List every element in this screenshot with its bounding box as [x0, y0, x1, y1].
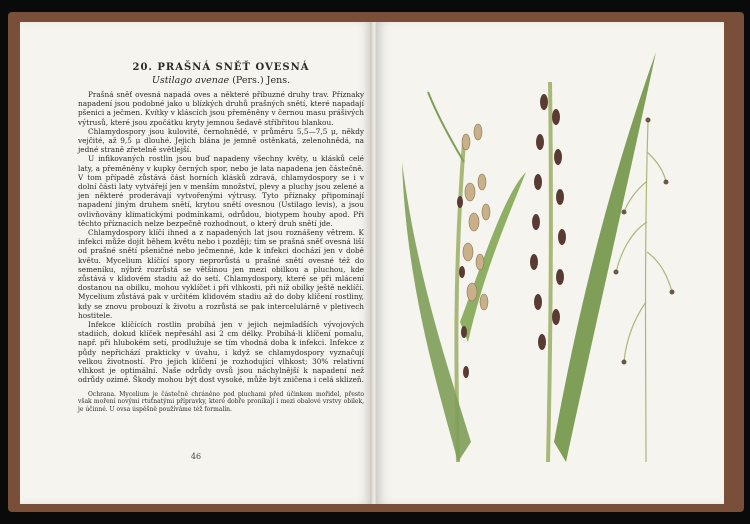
paragraph: Chlamydospory klíčí ihned a z napadených lat jsou roznášeny větrem. K infekci může dojít během květu nebo i později; tím se prašná sněť ovesná liší od prašné snětí pšeničné nebo ječmenné, kde k infekci dochází jen v době květu. Mycelium klíčící spory neprorůstá u prašné snětí ovesné též do semeníku, nýbrž rozrůstá se většinou jen mezi obilkou a pluchou, kde zůstává v klidovém stadiu až do setí. Chlamydospory, které se při mlácení dostanou na obilku, mohou vyklíčet i při vlhkosti, při níž obilky ještě neklíčí. Mycelium zůstává pak v určitém klidovém stadiu až do doby klíčení rostliny, kdy se znovu probouzí k životu a rozrůstá se pak intercelulárně v pletivech hostitele. [78, 228, 364, 320]
paragraph: Prašná sněť ovesná napadá oves a některé příbuzné druhy trav. Příznaky napadení jsou podobné jako u blízkých druhů prašných snětí, které napadají pšenici a ječmen. Kvítky v kláscích jsou přeměněny v černou masu prášivých výtrusů, které jsou zpočátku kryty jemnou šedavě stříbřitou blankou. [78, 90, 364, 127]
chapter-title: 20. PRAŠNÁ SNĚŤ OVESNÁ [132, 62, 310, 73]
protection-note: Ochrana. Mycelium je částečně chráněno pod pluchami před účinkem mořidel, přesto však moření novými rtuťnatými přípravky, které dobře pronikají i mezi obalové vrstvy obilek, je účinné. U ovsa úspěšně používáme též formalín. [78, 390, 364, 413]
botanical-illustration [376, 22, 724, 504]
oat-plant-left [402, 92, 526, 462]
latin-species: Ustilago avenae [151, 75, 230, 86]
page-number: 46 [190, 452, 202, 461]
left-page [20, 22, 372, 504]
text-column [78, 62, 364, 419]
paragraph: Chlamydospory jsou kulovité, černohnědé, v průměru 5,5—7,5 μ, někdy vejčité, až 9,5 μ dlouhé. Jejich blána je jemně ostěnkatá, zelenohnědá, na jedné straně zřetelně světlejší. [78, 126, 364, 155]
latin-author: (Pers.) Jens. [232, 75, 291, 86]
smutted-panicle-middle [530, 52, 656, 462]
paragraph: U infikovaných rostlin jsou buď napadeny všechny květy, u klásků celé laty, a přeměněny v kupky černých spor, nebo je lata napadena jen částečně. V tom případě zůstává část horních klásků zdravá, chlamydospory se i v dolní části laty vytvářejí jen v menším množství, plevy a pluchy jsou zelené a jen některé proderávají vytvořenými výtrusy. Tyto příznaky připomínají napadení jiným druhem snětí, krytou snětí ovesnou (Ustilago levis), a jsou ovlivňovány klimatickými podmínkami, odrůdou, biotypem houby apod. Při těchto příznacích nelze bezpečně rozhodnout, o který druh snětí jde. [78, 154, 364, 228]
paragraph: Infekce klíčících rostlin probíhá jen v jejich nejmladších vývojových stadiích, dokud klíček nepřesáhl asi 2 cm délky. Probíhá-li klíčení pomalu, např. při hlubokém setí, prodlužuje se tím vhodná doba k infekci. Infekce z půdy nepřichází prakticky v úvahu, i když se chlamydospory vyznačují velkou životností. Pro jejich klíčení je rozhodující vlhkost; 30% relativní vlhkost je optimální. Naše odrůdy ovsů jsou náchylnější k napadení než odrůdy ozimé. Škody mohou být dost vysoké, může být zničena i celá sklizeň. [78, 320, 364, 385]
latin-name [78, 75, 364, 86]
